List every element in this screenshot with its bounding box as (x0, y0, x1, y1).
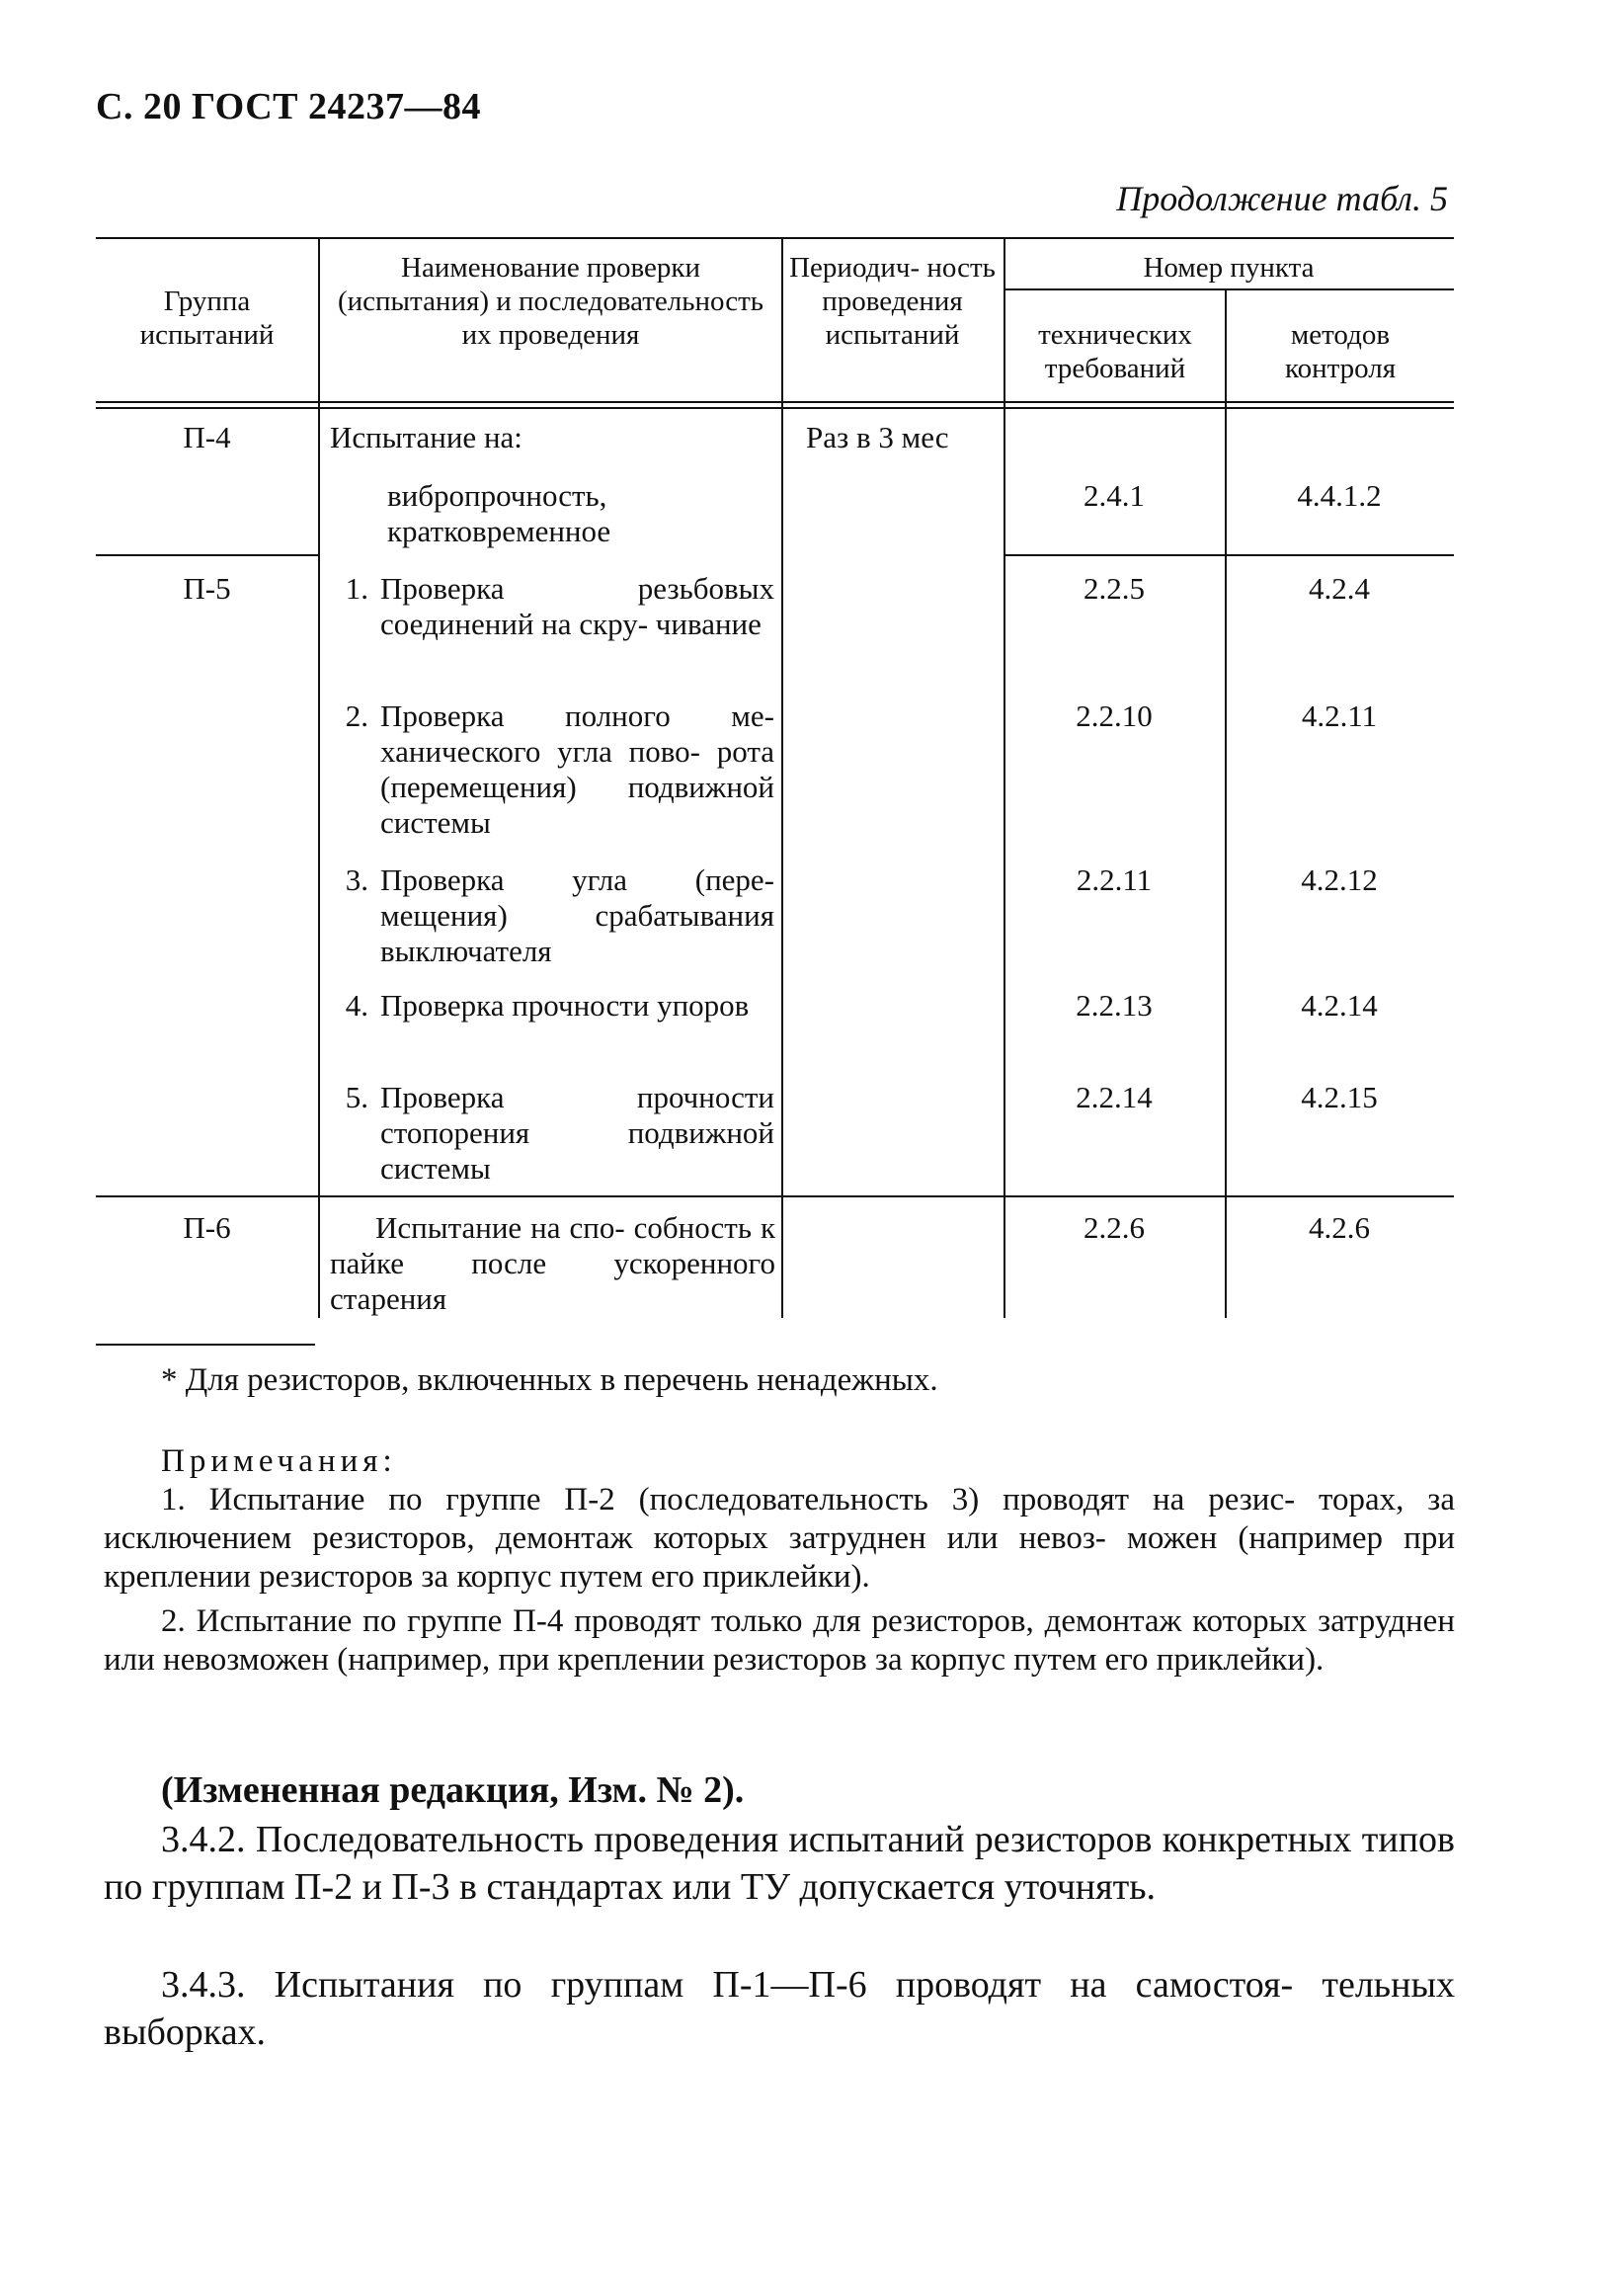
footnote-rule (96, 1344, 315, 1346)
column-header-tech-req: технических требований (1038, 319, 1192, 384)
amendment-note: (Измененная редакция, Изм. № 2). (161, 1769, 745, 1811)
item-text: Проверка прочности стопорения подвижной системы (380, 1080, 774, 1186)
column-header-name: Наименование проверки (испытания) и последовательность их проведения (337, 252, 764, 351)
name-cell: Испытание на спо- собность к пайке после ускоренного старения (330, 1210, 775, 1316)
item-text: Проверка прочности упоров (380, 988, 750, 1023)
control-methods-cell: 4.2.12 (1301, 862, 1378, 897)
tech-req-cell: 2.2.6 (1084, 1210, 1145, 1245)
name-cell-intro: Испытание на: (330, 420, 522, 454)
column-header-periodicity: Периодич- ность проведения испытаний (789, 252, 996, 351)
item-number: 5. (345, 1080, 368, 1114)
item-number: 2. (345, 698, 368, 733)
item-number: 4. (345, 988, 368, 1023)
column-header-group: Группа испытаний (139, 286, 275, 351)
control-methods-cell: 4.2.11 (1301, 698, 1378, 733)
item-text: Проверка угла (пере- мещения) срабатывания выключателя (380, 862, 774, 968)
list-item (334, 1080, 774, 1187)
tech-req-cell: 2.2.11 (1076, 862, 1153, 897)
column-header-clause-number: Номер пункта (1143, 252, 1315, 284)
page-header: С. 20 ГОСТ 24237—84 (96, 86, 481, 127)
tech-req-cell: 2.2.10 (1076, 698, 1153, 733)
periodicity-cell: Раз в 3 мес (806, 420, 949, 454)
column-header-control-methods: методов контроля (1284, 319, 1397, 384)
group-cell: П-5 (183, 571, 231, 606)
item-text: Проверка полного ме- ханического угла пово- рота (перемещения) подвижной системы (380, 698, 774, 840)
list-item (334, 988, 774, 1024)
group-cell: П-4 (183, 420, 231, 454)
list-item (334, 698, 774, 841)
note-item: 1. Испытание по группе П-2 (последовательность 3) проводят на резис- торах, за исключением резисторов, демонтаж которых затруднен или невоз- можен (например при креплении резисторов за корпус путем его приклейки). (104, 1482, 1455, 1595)
control-methods-cell: 4.2.6 (1309, 1210, 1370, 1245)
item-number: 1. (345, 571, 368, 606)
item-text: Проверка резьбовых соединений на скру- чивание (380, 571, 774, 641)
tech-req-cell: 2.2.14 (1076, 1080, 1153, 1114)
group-cell: П-6 (183, 1210, 231, 1245)
notes-title: Примечания: (161, 1443, 397, 1479)
tech-req-cell: 2.2.13 (1076, 988, 1153, 1023)
footnote: * Для резисторов, включенных в перечень ненадежных. (161, 1362, 938, 1398)
control-methods-cell: 4.2.14 (1301, 988, 1378, 1023)
control-methods-cell: 4.4.1.2 (1297, 478, 1382, 513)
tech-req-cell: 2.2.5 (1084, 571, 1145, 606)
paragraph: 3.4.3. Испытания по группам П-1—П-6 проводят на самостоя- тельных выборках. (104, 1964, 1455, 2053)
control-methods-cell: 4.2.15 (1301, 1080, 1378, 1114)
table-caption: Продолжение табл. 5 (1116, 179, 1448, 218)
control-methods-cell: 4.2.4 (1309, 571, 1370, 606)
name-cell: вибропрочность, кратковременное (387, 478, 611, 548)
note-item: 2. Испытание по группе П-4 проводят только для резисторов, демонтаж которых затруднен или невозможен (например, при креплении резисторов за корпус путем его приклейки). (104, 1603, 1455, 1678)
list-item (334, 571, 774, 642)
list-item (334, 862, 774, 969)
tech-req-cell: 2.4.1 (1084, 478, 1145, 513)
item-number: 3. (345, 862, 368, 897)
paragraph: 3.4.2. Последовательность проведения испытаний резисторов конкретных типов по группам П-2 и П-3 в стандартах или ТУ допускается уточнять. (104, 1819, 1455, 1908)
